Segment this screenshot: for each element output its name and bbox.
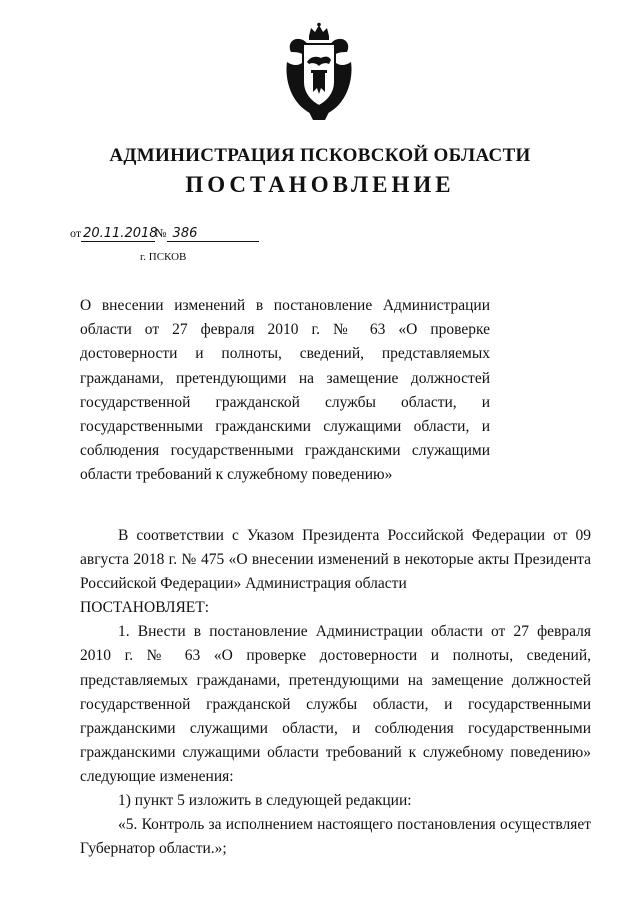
- document-title: О внесении изменений в постановление Администрации области от 27 февраля 2010 г. № 63 «О проверке достоверности и полноты, сведений, представляемых гражданами, претендующими на замещение должностей государственной гражданской службы области, и государственными гражданскими служащими области, и соблюдения государственными гражданскими служащими области требований к служебному поведению»: [80, 297, 490, 484]
- date-prefix: от: [70, 226, 82, 240]
- document-type: ПОСТАНОВЛЕНИЕ: [185, 172, 455, 197]
- number-prefix: №: [155, 226, 167, 240]
- body-paragraph-3: 1) пункт 5 изложить в следующей редакции:: [118, 792, 412, 810]
- registration-date: 20.11.2018: [83, 226, 158, 241]
- body-paragraph-4: «5. Контроль за исполнением настоящего постановления осуществляет Губернатор области.»;: [80, 816, 591, 858]
- resolves-label: ПОСТАНОВЛЯЕТ:: [80, 599, 210, 617]
- coat-of-arms-icon: [283, 22, 355, 122]
- organization-name: АДМИНИСТРАЦИЯ ПСКОВСКОЙ ОБЛАСТИ: [109, 145, 531, 166]
- city-label: г. ПСКОВ: [140, 251, 187, 263]
- registration-line: [70, 226, 259, 242]
- document-body: [80, 524, 591, 861]
- body-paragraph-1: В соответствии с Указом Президента Российской Федерации от 09 августа 2018 г. № 475 «О внесении изменений в некоторые акты Президента Российской Федерации» Администрация области: [80, 527, 591, 593]
- body-paragraph-2: 1. Внести в постановление Администрации области от 27 февраля 2010 г. № 63 «О проверке достоверности и полноты, сведений, представляемых гражданами, претендующими на замещение должностей государственной гражданской службы области, и государственными гражданскими служащими области, и соблюдения государственными гражданскими служащими области требований к служебному поведению» следующие изменения:: [80, 623, 591, 785]
- registration-number: 386: [167, 227, 259, 242]
